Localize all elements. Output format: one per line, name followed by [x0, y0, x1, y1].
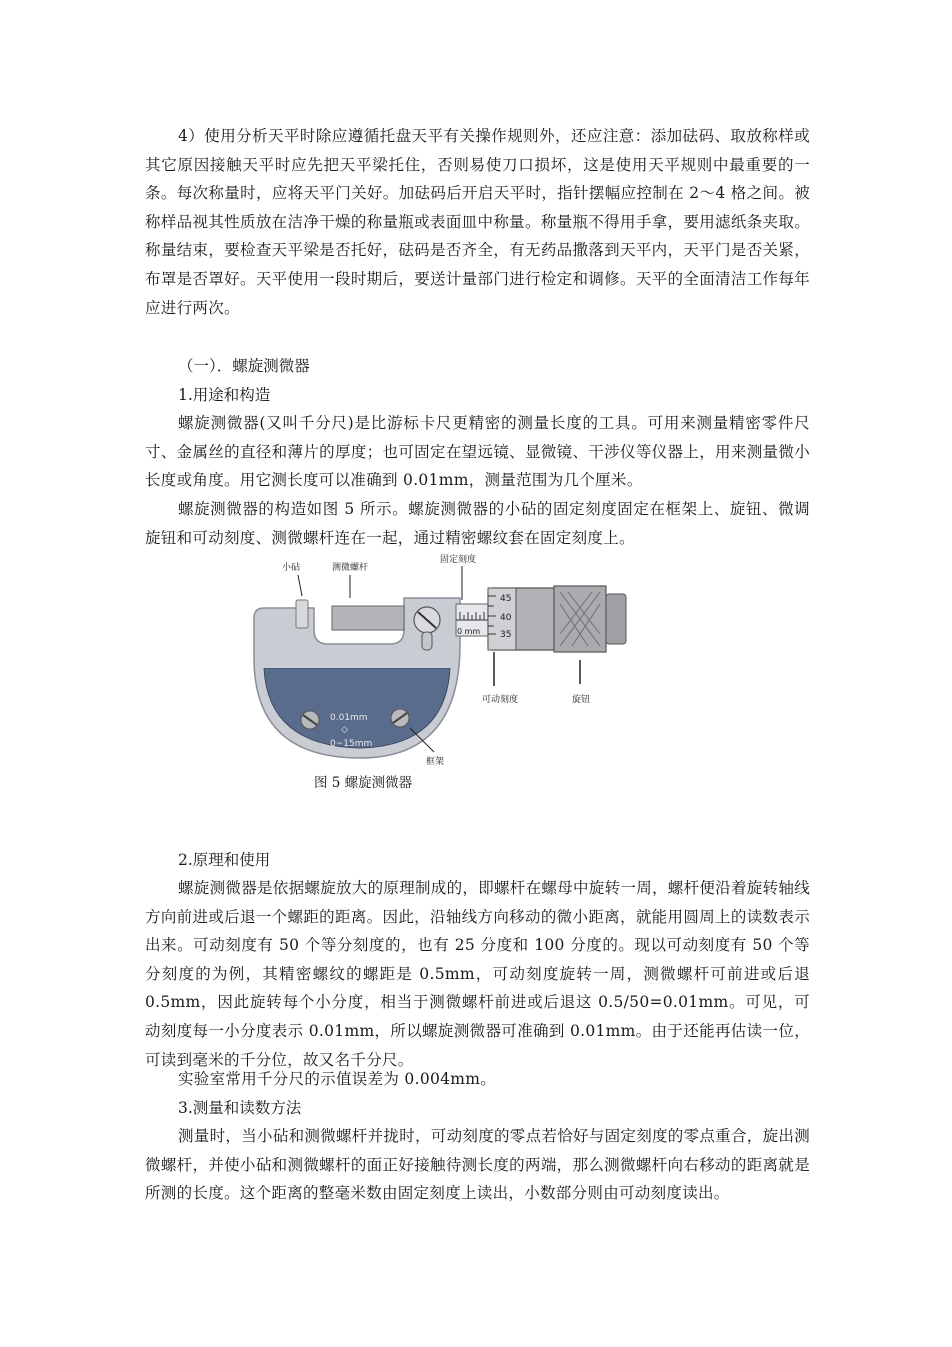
label-anvil: 小砧: [282, 563, 301, 573]
paragraph-error: 实验室常用千分尺的示值误差为 0.004mm。: [178, 1070, 497, 1088]
label-thimble-scale: 可动刻度: [482, 695, 519, 705]
plate-logo: ◇: [341, 725, 348, 735]
thimble-number-45: 45: [500, 594, 512, 604]
frame-rim: [260, 660, 454, 668]
figure-caption: 图 5 螺旋测微器: [314, 775, 413, 791]
label-fixed-scale: 固定刻度: [440, 555, 477, 565]
lock-lever: [422, 632, 432, 650]
zero-mark: 0 mm: [457, 627, 481, 636]
paragraph-measure: 测量时，当小砧和测微螺杆并拢时，可动刻度的零点若恰好与固定刻度的零点重合，旋出测微螺杆，并使小砧和测微螺杆的面正好接触待测长度的两端，那么测微螺杆向右移动的距离就是所测的长度。这个距离的整毫米数由固定刻度上读出，小数部分则由可动刻度读出。: [145, 1127, 811, 1203]
ratchet: [606, 594, 626, 644]
paragraph-principle: 螺旋测微器是依据螺旋放大的原理制成的，即螺杆在螺母中旋转一周，螺杆便沿着旋转轴线方向前进或后退一个螺距的距离。因此，沿轴线方向移动的微小距离，就能用圆周上的读数表示出来。可动刻度有 50 个等分刻度的，也有 25 分度和 100 分度的。现以可动刻度有 50 个等分刻度的为例，其精密螺纹的螺距是 0.5mm，可动刻度旋转一周，测微螺杆可前进或后退 0.5mm，因此旋转每个小分度，相当于测微螺杆前进或后退这 0.5/50=0.01mm。可见，可动刻度每一小分度表示 0.01mm，所以螺旋测微器可准确到 0.01mm。由于还能再估读一位，可读到毫米的千分位，故又名千分尺。: [145, 879, 811, 1069]
micrometer-figure: [250, 548, 650, 798]
paragraph-use: 螺旋测微器(又叫千分尺)是比游标卡尺更精密的测量长度的工具。可用来测量精密零件尺寸、金属丝的直径和薄片的厚度；也可固定在望远镜、显微镜、干涉仪等仪器上，用来测量微小长度或角度。用它测长度可以准确到 0.01mm，测量范围为几个厘米。: [145, 414, 810, 490]
paragraph-structure: 螺旋测微器的构造如图 5 所示。螺旋测微器的小砧的固定刻度固定在框架上、旋钮、微调旋钮和可动刻度、测微螺杆连在一起，通过精密螺纹套在固定刻度上。: [145, 500, 810, 547]
label-knob: 旋钮: [572, 695, 591, 705]
section-title: （一）．螺旋测微器: [178, 357, 310, 375]
plate-text-resolution: 0.01mm: [330, 713, 368, 723]
label-frame: 框架: [426, 757, 445, 767]
anvil: [296, 600, 308, 628]
label-spindle: 测微螺杆: [332, 563, 369, 573]
plate-text-range: 0~15mm: [330, 739, 373, 749]
paragraph-balance-rules: 4）使用分析天平时除应遵循托盘天平有关操作规则外，还应注意：添加砝码、取放称样或其它原因接触天平时应先把天平梁托住，否则易使刀口损坏，这是使用天平规则中最重要的一条。每次称量时，应将天平门关好。加砝码后开启天平时，指针摆幅应控制在 2～4 格之间。被称样品视其性质放在洁净干燥的称量瓶或表面皿中称量。称量瓶不得用手拿，要用滤纸条夹取。称量结束，要检查天平梁是否托好，砝码是否齐全，有无药品撒落到天平内，天平门是否关紧，布罩是否罩好。天平使用一段时期后，要送计量部门进行检定和调修。天平的全面清洁工作每年应进行两次。: [145, 127, 810, 317]
spindle: [332, 606, 404, 630]
thimble-number-35: 35: [500, 630, 512, 640]
leader-anvil: [298, 575, 302, 596]
subheading-principle: 2.原理和使用: [178, 851, 271, 869]
thimble-number-40: 40: [500, 613, 512, 623]
subheading-measure: 3.测量和读数方法: [178, 1099, 302, 1117]
subheading-use-structure: 1.用途和构造: [178, 386, 271, 404]
